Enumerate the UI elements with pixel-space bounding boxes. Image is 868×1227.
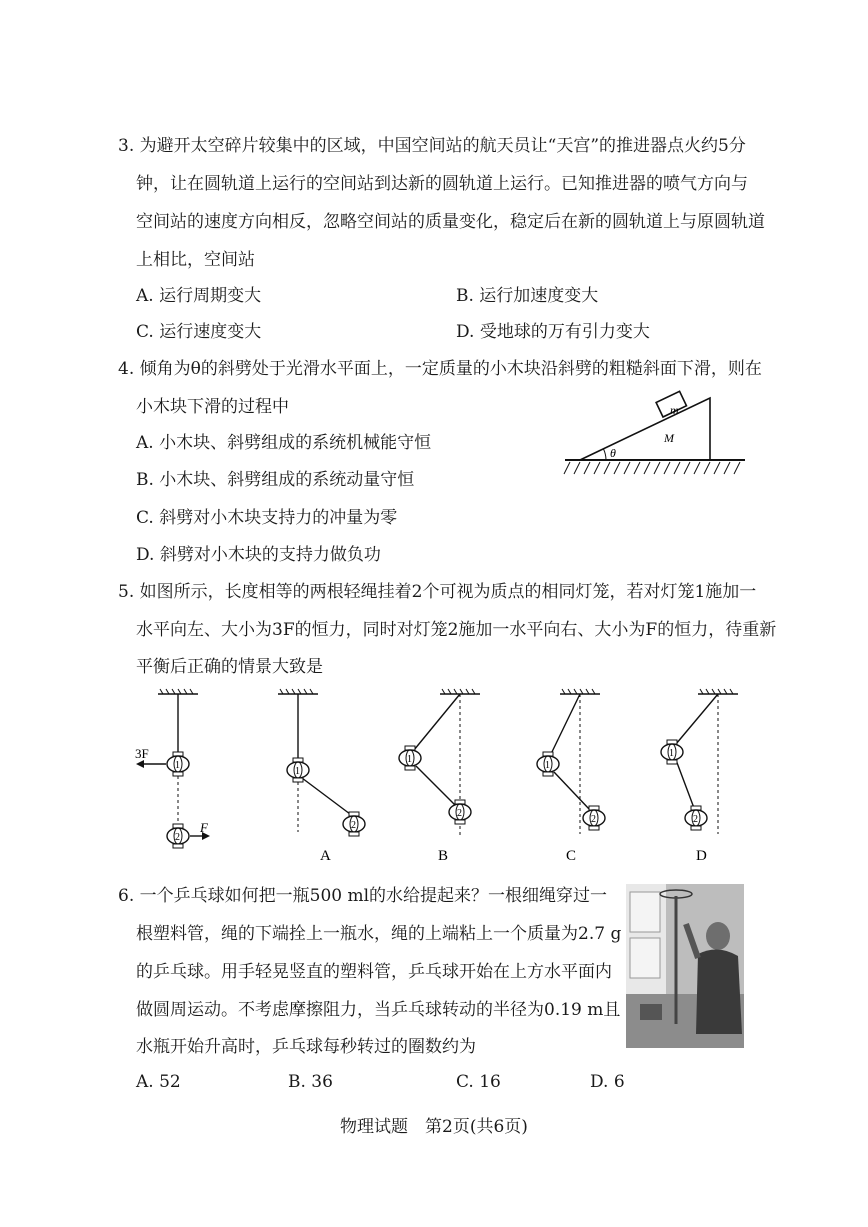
wedge-label: M <box>664 431 674 445</box>
q5-line-1: 5. 如图所示，长度相等的两根轻绳挂着2个可视为质点的相同灯笼，若对灯笼1施加一 <box>118 582 757 602</box>
q3-line-4: 上相比，空间站 <box>136 250 255 270</box>
q4-option-c: C. 斜劈对小木块支持力的冲量为零 <box>136 508 398 528</box>
svg-text:2: 2 <box>591 814 596 825</box>
svg-text:1: 1 <box>407 754 412 765</box>
svg-text:1: 1 <box>669 748 674 759</box>
q4-line-2: 小木块下滑的过程中 <box>136 397 289 417</box>
q4-option-d: D. 斜劈对小木块的支持力做负功 <box>136 545 381 565</box>
q3-option-b: B. 运行加速度变大 <box>456 286 599 306</box>
lantern-option-a <box>278 689 365 864</box>
caption-a: A <box>320 848 331 864</box>
q5-line-3: 平衡后正确的情景大致是 <box>136 657 323 677</box>
page-footer: 物理试题 第2页(共6页) <box>340 1117 528 1137</box>
force-3f-label: 3F <box>135 746 149 761</box>
svg-text:1: 1 <box>295 766 300 777</box>
q6-option-d: D. 6 <box>590 1072 625 1092</box>
q6-option-b: B. 36 <box>288 1072 333 1092</box>
force-f-label: F <box>200 820 208 835</box>
q6-line-5: 水瓶开始升高时，乒乓球每秒转过的圈数约为 <box>136 1037 476 1057</box>
q4-option-a: A. 小木块、斜劈组成的系统机械能守恒 <box>136 433 432 453</box>
q3-option-c: C. 运行速度变大 <box>136 322 262 342</box>
q4-line-1: 4. 倾角为θ的斜劈处于光滑水平面上，一定质量的小木块沿斜劈的粗糙斜面下滑，则在 <box>118 359 762 379</box>
demonstration-photo <box>626 884 744 1048</box>
block-label: m <box>670 403 679 417</box>
q3-option-a: A. 运行周期变大 <box>136 286 262 306</box>
lantern-figure <box>120 686 740 866</box>
lantern-original <box>135 689 210 848</box>
svg-text:1: 1 <box>175 760 180 771</box>
lantern-option-c <box>537 689 605 864</box>
caption-d: D <box>696 848 707 864</box>
q6-line-3: 的乒乓球。用手轻晃竖直的塑料管，乒乓球开始在上方水平面内 <box>136 962 612 982</box>
lantern-option-d <box>661 689 738 864</box>
svg-text:2: 2 <box>457 808 462 819</box>
svg-text:1: 1 <box>545 760 550 771</box>
q3-option-d: D. 受地球的万有引力变大 <box>456 322 650 342</box>
q3-line-3: 空间站的速度方向相反，忽略空间站的质量变化，稳定后在新的圆轨道上与原圆轨道 <box>136 212 765 232</box>
svg-text:2: 2 <box>351 820 356 831</box>
wedge-figure <box>560 390 750 480</box>
svg-text:2: 2 <box>693 814 698 825</box>
q6-line-1: 6. 一个乒乓球如何把一瓶500 ml的水给提起来？一根细绳穿过一 <box>118 886 608 906</box>
q6-line-2: 根塑料管，绳的下端拴上一瓶水，绳的上端粘上一个质量为2.7 g <box>136 924 622 944</box>
svg-text:2: 2 <box>175 832 180 843</box>
q6-option-a: A. 52 <box>136 1072 181 1092</box>
caption-b: B <box>438 848 449 864</box>
q6-line-4: 做圆周运动。不考虑摩擦阻力，当乒乓球转动的半径为0.19 m且 <box>136 1000 621 1020</box>
wedge <box>580 398 710 460</box>
q3-line-2: 钟，让在圆轨道上运行的空间站到达新的圆轨道上运行。已知推进器的喷气方向与 <box>136 174 748 194</box>
caption-c: C <box>566 848 577 864</box>
q4-option-b: B. 小木块、斜劈组成的系统动量守恒 <box>136 470 415 490</box>
lantern-option-b <box>399 689 480 864</box>
q6-option-c: C. 16 <box>456 1072 501 1092</box>
q3-line-1: 3. 为避开太空碎片较集中的区域，中国空间站的航天员让“天宫”的推进器点火约5分 <box>118 136 746 156</box>
angle-label: θ <box>610 446 616 460</box>
q5-line-2: 水平向左、大小为3F的恒力，同时对灯笼2施加一水平向右、大小为F的恒力，待重新 <box>136 620 777 640</box>
